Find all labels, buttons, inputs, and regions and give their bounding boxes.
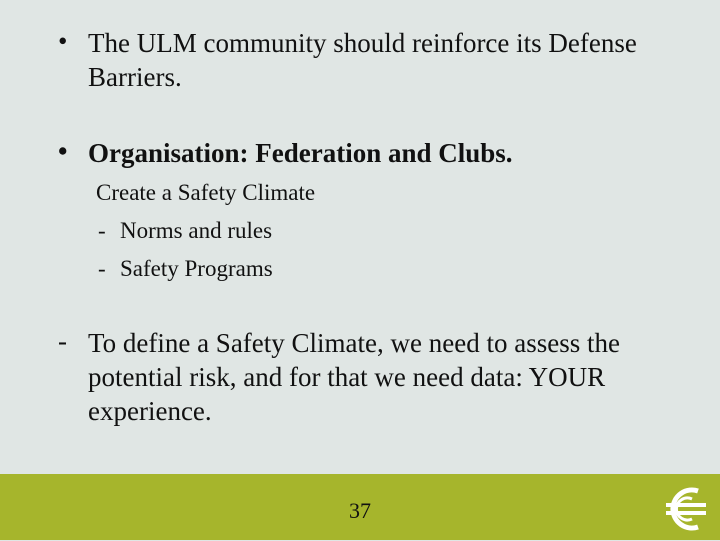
bullet-item-1 <box>58 26 678 94</box>
sub-item <box>98 212 272 250</box>
euro-logo-icon <box>658 482 714 536</box>
bullet-text: The ULM community should reinforce its Defense Barriers. <box>88 28 637 92</box>
sub-item <box>98 250 273 288</box>
sub-heading: Create a Safety Climate <box>96 180 316 205</box>
page-number: 37 <box>349 498 371 523</box>
bullet-marker: • <box>58 26 68 56</box>
bullet-marker: - <box>58 326 67 356</box>
bullet-text: Organisation: Federation and Clubs. <box>88 138 513 168</box>
dash-marker: - <box>98 218 106 243</box>
footer-bar <box>0 474 720 540</box>
sub-item-text: Norms and rules <box>120 218 273 243</box>
bullet-marker: • <box>58 136 68 166</box>
bullet-text: To define a Safety Climate, we need to assess the potential risk, and for that we need data: YOUR experience. <box>88 328 620 426</box>
bullet-item-2 <box>58 136 678 170</box>
dash-marker: - <box>98 256 106 281</box>
sub-item-text: Safety Programs <box>120 256 273 281</box>
bullet-item-3 <box>58 326 678 428</box>
